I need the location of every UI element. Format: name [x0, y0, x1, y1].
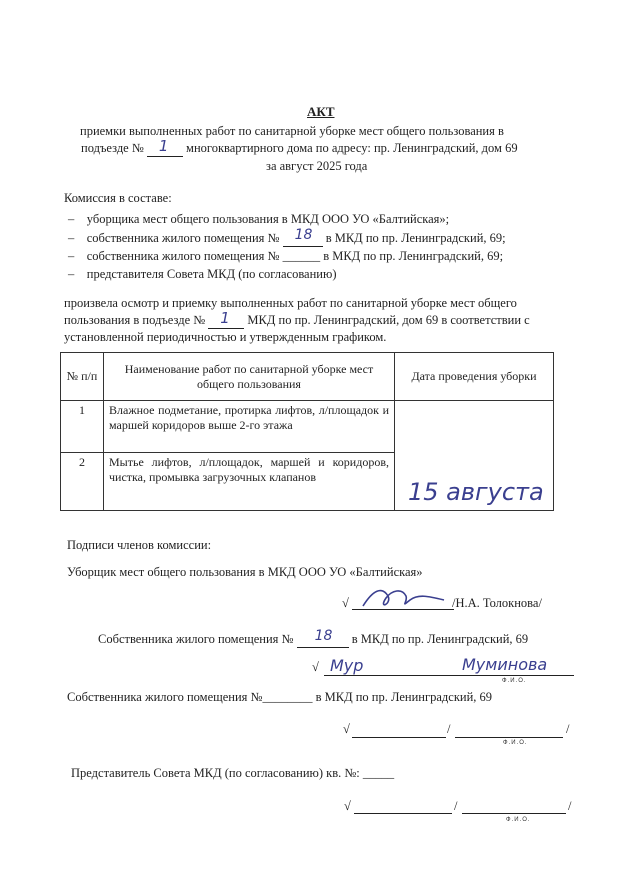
header-address: многоквартирного дома по адресу: пр. Ленинградский, дом 69	[186, 141, 518, 155]
representative-signature-line	[354, 813, 452, 814]
header-work: Наименование работ по санитарной уборке мест общего пользования	[104, 353, 395, 401]
owner-1-signature-line	[324, 675, 574, 676]
date-cell	[395, 401, 554, 511]
owner-1-check-mark: √	[312, 660, 319, 674]
owner-2-check-mark: √	[343, 722, 350, 736]
bullet: –	[68, 249, 75, 263]
body-line-2	[64, 309, 530, 329]
bullet: –	[68, 212, 75, 226]
cleaner-name: /Н.А. Толокнова/	[452, 596, 542, 610]
commission-heading: Комиссия в составе:	[64, 191, 172, 205]
owner-1-label: Собственника жилого помещения №	[98, 632, 294, 646]
commission-item-text: представителя Совета МКД (по согласованию)	[86, 267, 337, 281]
body-entrance-field	[208, 309, 244, 329]
owner-2-name-line	[455, 737, 563, 738]
works-table	[60, 352, 554, 511]
header-entrance-label: подъезде №	[81, 141, 144, 155]
owner-2-fio-label: Ф.И.О.	[503, 740, 528, 746]
commission-item-representative	[68, 267, 336, 282]
body-line-1: произвела осмотр и приемку выполненных работ по санитарной уборке мест общего	[64, 296, 517, 310]
owner-1-fio-label: Ф.И.О.	[502, 678, 527, 684]
representative-check-mark: √	[344, 799, 351, 813]
cleaner-check-mark: √	[342, 596, 349, 610]
representative-fio-label: Ф.И.О.	[506, 817, 531, 823]
body-line-3: установленной периодичностью и утвержденным графиком.	[64, 330, 387, 344]
commission-item-cleaner	[68, 212, 449, 227]
commission-item-text: в МКД по пр. Ленинградский, 69;	[325, 231, 506, 245]
commission-item-owner-2	[68, 249, 503, 264]
owner-1-apartment-handwritten: 18	[314, 628, 333, 644]
body-entrance-label: пользования в подъезде №	[64, 313, 206, 327]
representative-slash: /	[454, 799, 458, 813]
owner-1-line	[98, 628, 529, 648]
body-address: МКД по пр. Ленинградский, дом 69 в соответствии с	[247, 313, 530, 327]
representative-name-line	[462, 813, 566, 814]
cleaner-label: Уборщик мест общего пользования в МКД ООО УО «Балтийская»	[67, 565, 423, 579]
header-entrance-handwritten: 1	[158, 137, 169, 155]
bullet: –	[68, 231, 75, 245]
owner-1-signature: Мур	[330, 656, 364, 675]
owner-2-slash: /	[447, 722, 451, 736]
header-number: № п/п	[61, 353, 104, 401]
header-period: за август 2025 года	[266, 159, 368, 173]
cleaner-signature	[358, 584, 448, 614]
owner-apartment-field	[283, 227, 323, 247]
table-header-row	[61, 353, 554, 401]
commission-item-text: собственника жилого помещения № ______ в МКД по пр. Ленинградский, 69;	[86, 249, 504, 263]
owner-2-line: Собственника жилого помещения №________ в МКД по пр. Ленинградский, 69	[67, 690, 493, 704]
bullet: –	[68, 267, 75, 281]
row-work: Влажное подметание, протирка лифтов, л/площадок и маршей коридоров выше 2-го этажа	[104, 401, 395, 453]
owner-1-name-handwritten: Муминова	[462, 655, 548, 674]
owner-1-apartment-field	[297, 628, 349, 648]
representative-line: Представитель Совета МКД (по согласованию) кв. №: _____	[71, 766, 395, 780]
header-date: Дата проведения уборки	[395, 353, 554, 401]
row-number: 1	[61, 401, 104, 453]
representative-slash-end: /	[568, 799, 572, 813]
date-handwritten: 15 августа	[408, 478, 544, 506]
commission-item-text: собственника жилого помещения №	[86, 231, 280, 245]
header-entrance-field	[147, 137, 183, 157]
body-entrance-handwritten: 1	[220, 309, 230, 327]
commission-item-owner-1	[68, 227, 506, 247]
header-line-1: приемки выполненных работ по санитарной уборке мест общего пользования в	[80, 124, 504, 138]
owner-2-slash-end: /	[566, 722, 570, 736]
row-work: Мытье лифтов, л/площадок, маршей и коридоров, чистка, промывка загрузочных клапанов	[104, 453, 395, 511]
row-number: 2	[61, 453, 104, 511]
owner-apartment-handwritten: 18	[294, 227, 313, 243]
header-line-2	[81, 137, 518, 157]
signatures-heading: Подписи членов комиссии:	[67, 538, 212, 552]
owner-2-signature-line	[352, 737, 446, 738]
table-row	[61, 401, 554, 453]
document-title: АКТ	[307, 104, 335, 119]
owner-1-address: в МКД по пр. Ленинградский, 69	[351, 632, 529, 646]
commission-item-text: уборщика мест общего пользования в МКД ООО УО «Балтийская»;	[86, 212, 450, 226]
